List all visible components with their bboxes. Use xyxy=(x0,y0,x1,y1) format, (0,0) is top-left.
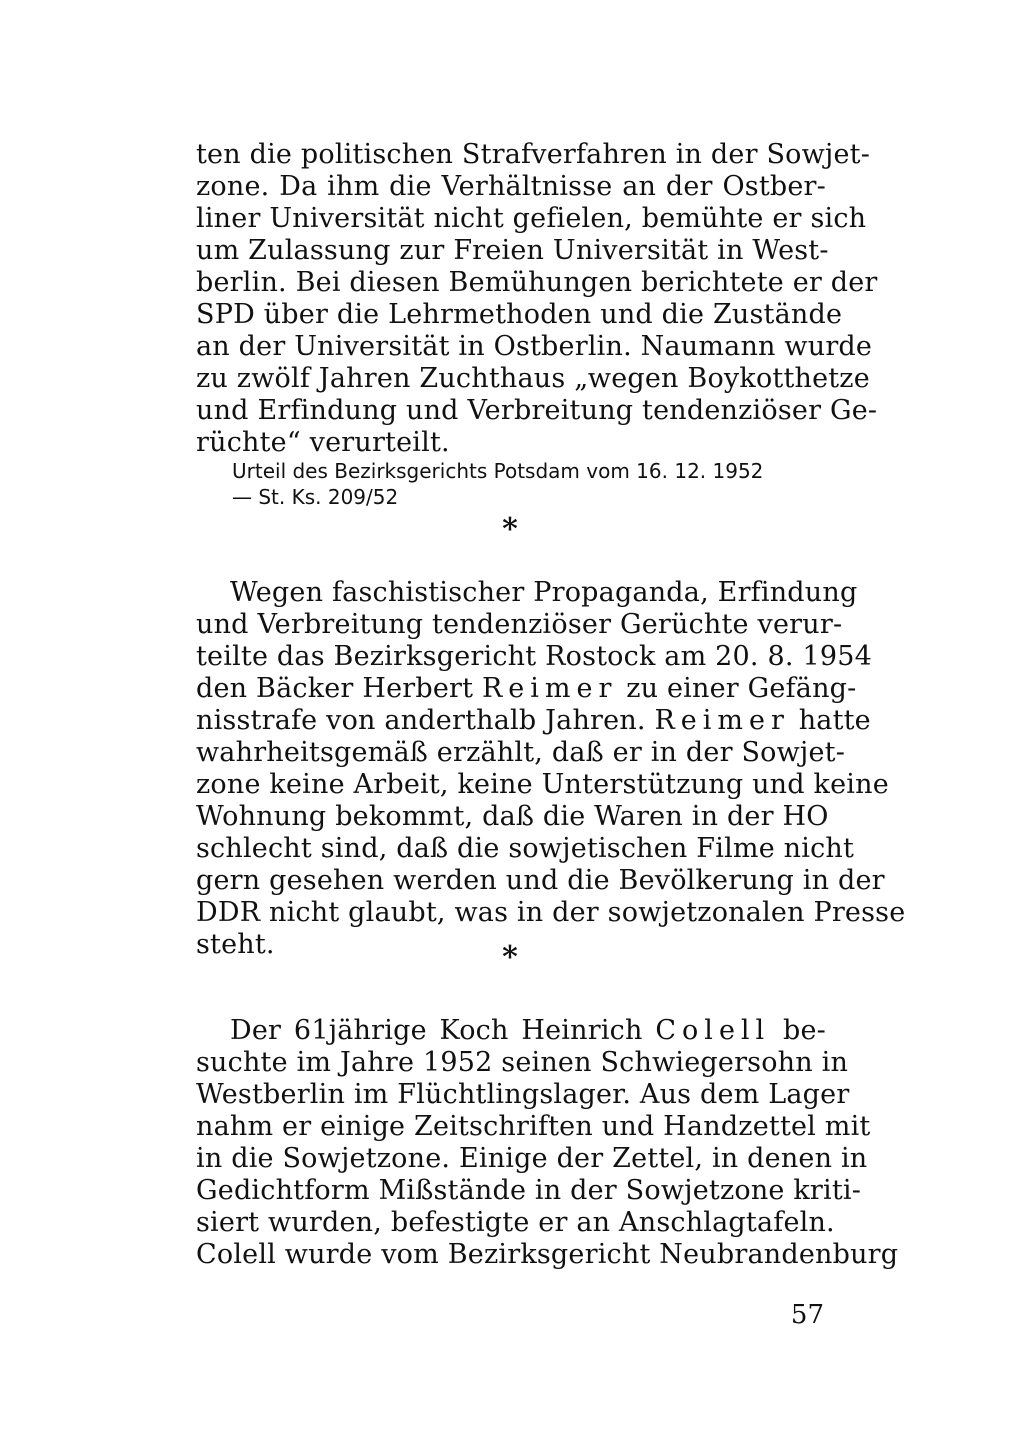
text-segment: be- xyxy=(770,1015,826,1046)
text-line: nahm er einige Zeitschriften und Handzettel mit xyxy=(196,1111,871,1142)
person-name-colell: Colell xyxy=(655,1015,771,1046)
person-name-reimer: Reimer xyxy=(654,705,790,736)
person-name-reimer: Reimer xyxy=(481,673,618,704)
text-line: um Zulassung zur Freien Universität in West- xyxy=(196,235,829,266)
text-line: schlecht sind, daß die sowjetischen Filme nicht xyxy=(196,833,855,864)
text-line: rüchte“ verurteilt. xyxy=(196,427,450,458)
text-line: Gedichtform Mißstände in der Sowjetzone kriti- xyxy=(196,1175,862,1206)
text-line: an der Universität in Ostberlin. Naumann wurde xyxy=(196,331,873,362)
page-number: 57 xyxy=(790,1300,824,1330)
text-segment: den Bäcker Herbert xyxy=(196,673,482,704)
section-separator: * xyxy=(502,512,518,547)
text-segment: hatte xyxy=(789,705,871,736)
text-line: zu zwölf Jahren Zuchthaus „wegen Boykotthetze xyxy=(196,363,870,394)
text-segment: zu einer Gefäng- xyxy=(617,673,857,704)
text-line: Wohnung bekommt, daß die Waren in der HO xyxy=(196,801,829,832)
text-line: suchte im Jahre 1952 seinen Schwiegersohn in xyxy=(196,1047,849,1078)
text-line: in die Sowjetzone. Einige der Zettel, in denen in xyxy=(196,1143,868,1174)
text-line xyxy=(196,705,871,737)
text-segment: nisstrafe von anderthalb Jahren. xyxy=(196,705,655,736)
text-line: Westberlin im Flüchtlingslager. Aus dem Lager xyxy=(196,1079,850,1110)
text-line: und Erfindung und Verbreitung tendenziöser Ge- xyxy=(196,395,878,426)
section-separator: * xyxy=(502,940,518,975)
text-line: ten die politischen Strafverfahren in der Sowjet- xyxy=(196,139,871,170)
text-line: wahrheitsgemäß erzählt, daß er in der Sowjet- xyxy=(196,737,846,768)
text-line: siert wurden, befestigte er an Anschlagtafeln. xyxy=(196,1207,835,1238)
text-line: zone keine Arbeit, keine Unterstützung und keine xyxy=(196,769,889,800)
text-line: zone. Da ihm die Verhältnisse an der Ostber- xyxy=(196,171,826,202)
text-line: DDR nicht glaubt, was in der sowjetzonalen Presse xyxy=(196,897,906,928)
text-line: liner Universität nicht gefielen, bemühte er sich xyxy=(196,203,867,234)
citation-line-2: — St. Ks. 209/52 xyxy=(232,485,399,509)
text-line xyxy=(230,1015,826,1047)
citation-line-1: Urteil des Bezirksgerichts Potsdam vom 16. 12. 1952 xyxy=(232,459,764,483)
text-line: gern gesehen werden und die Bevölkerung in der xyxy=(196,865,885,896)
text-segment: Der 61jährige Koch Heinrich xyxy=(230,1015,656,1046)
text-line: berlin. Bei diesen Bemühungen berichtete er der xyxy=(196,267,878,298)
text-line: teilte das Bezirksgericht Rostock am 20. 8. 1954 xyxy=(196,641,872,672)
text-line: und Verbreitung tendenziöser Gerüchte verur- xyxy=(196,609,843,640)
text-line: Wegen faschistischer Propaganda, Erfindung xyxy=(230,577,858,608)
text-line: Colell wurde vom Bezirksgericht Neubrandenburg xyxy=(196,1239,899,1270)
text-line xyxy=(196,673,857,705)
text-line: steht. xyxy=(196,929,275,960)
text-line: SPD über die Lehrmethoden und die Zustände xyxy=(196,299,843,330)
